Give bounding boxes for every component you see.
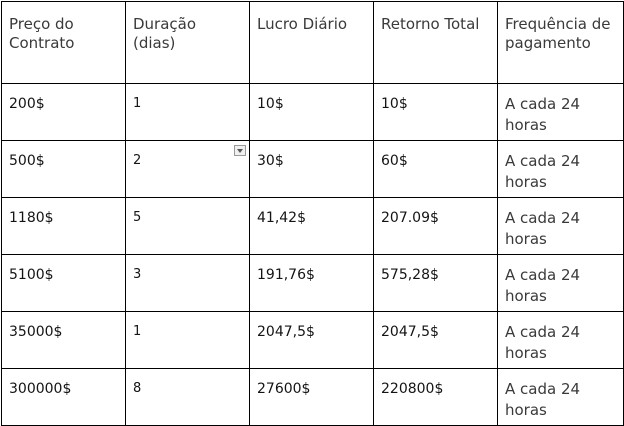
cell-daily-profit: 30$ bbox=[250, 141, 374, 198]
cell-contract-price: 300000$ bbox=[2, 369, 126, 426]
cell-total-return: 60$ bbox=[374, 141, 498, 198]
cell-payment-frequency: A cada 24 horas bbox=[498, 198, 624, 255]
cell-total-return: 220800$ bbox=[374, 369, 498, 426]
cell-contract-price: 5100$ bbox=[2, 255, 126, 312]
cell-payment-frequency: A cada 24 horas bbox=[498, 369, 624, 426]
cell-daily-profit: 27600$ bbox=[250, 369, 374, 426]
cell-contract-price: 200$ bbox=[2, 84, 126, 141]
cell-contract-price: 1180$ bbox=[2, 198, 126, 255]
header-daily-profit: Lucro Diário bbox=[250, 2, 374, 84]
cell-total-return: 10$ bbox=[374, 84, 498, 141]
header-contract-price: Preço do Contrato bbox=[2, 2, 126, 84]
table-header-row bbox=[2, 2, 624, 84]
header-payment-frequency: Frequência de pagamento bbox=[498, 2, 624, 84]
cell-contract-price: 500$ bbox=[2, 141, 126, 198]
cell-duration: 8 bbox=[126, 369, 250, 426]
cell-total-return: 2047,5$ bbox=[374, 312, 498, 369]
cell-payment-frequency: A cada 24 horas bbox=[498, 84, 624, 141]
cell-daily-profit: 10$ bbox=[250, 84, 374, 141]
cell-payment-frequency: A cada 24 horas bbox=[498, 141, 624, 198]
cell-duration: 1 bbox=[126, 312, 250, 369]
cell-payment-frequency: A cada 24 horas bbox=[498, 312, 624, 369]
cell-duration: 5 bbox=[126, 198, 250, 255]
cell-duration: 1 bbox=[126, 84, 250, 141]
dropdown-arrow-icon[interactable] bbox=[234, 145, 246, 156]
cell-daily-profit: 2047,5$ bbox=[250, 312, 374, 369]
cell-duration: 3 bbox=[126, 255, 250, 312]
cell-payment-frequency: A cada 24 horas bbox=[498, 255, 624, 312]
header-duration: Duração (dias) bbox=[126, 2, 250, 84]
cell-daily-profit: 191,76$ bbox=[250, 255, 374, 312]
cell-total-return: 207.09$ bbox=[374, 198, 498, 255]
cell-duration[interactable] bbox=[126, 141, 250, 198]
table-row bbox=[2, 312, 624, 369]
cell-contract-price: 35000$ bbox=[2, 312, 126, 369]
cell-duration-value: 2 bbox=[133, 153, 142, 168]
table-row bbox=[2, 84, 624, 141]
table-row bbox=[2, 255, 624, 312]
cell-daily-profit: 41,42$ bbox=[250, 198, 374, 255]
table-row bbox=[2, 198, 624, 255]
header-total-return: Retorno Total bbox=[374, 2, 498, 84]
table-row bbox=[2, 369, 624, 426]
contract-table bbox=[1, 1, 624, 426]
cell-total-return: 575,28$ bbox=[374, 255, 498, 312]
table-row bbox=[2, 141, 624, 198]
